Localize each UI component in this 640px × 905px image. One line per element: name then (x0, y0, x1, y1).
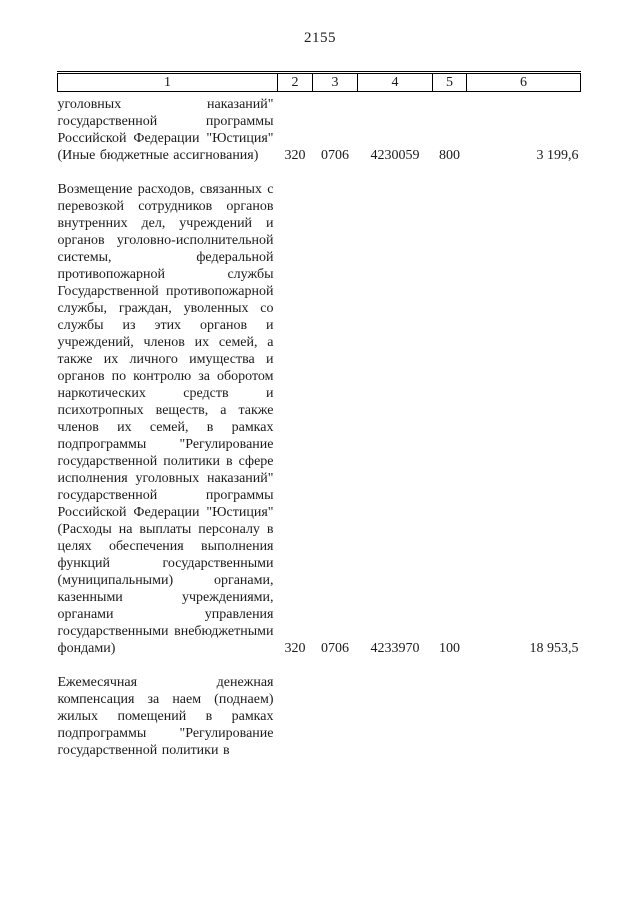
table-header-row (58, 73, 581, 92)
value-cell (433, 669, 467, 771)
description-cell: Возмещение расходов, связанных с перевозкой сотрудников органов внутренних дел, учреждений и органов уголовно-исполнительной системы, федеральной противопожарной службы Государственной противопожарной службы, граждан, уволенных со службы из этих органов и учреждений, членов их семей, а также их личного имущества и органов по контролю за оборотом наркотических средств и психотропных веществ, а также членов их семей, в рамках подпрограммы "Регулирование государственной политики в сфере исполнения уголовных наказаний" государственной программы Российской Федерации "Юстиция" (Расходы на выплаты персоналу в целях обеспечения выполнения функций государственными (муниципальными) органами, казенными учреждениями, органами управления государственными внебюджетными фондами) (57, 182, 274, 656)
value-cell (278, 669, 313, 771)
value-cell: 0706 (321, 148, 349, 163)
value-cell (313, 669, 358, 771)
value-cell: 18 953,5 (529, 641, 579, 656)
value-cell: 100 (439, 641, 460, 656)
table-row (58, 669, 581, 771)
column-header: 6 (467, 73, 581, 92)
value-cell: 3 199,6 (536, 148, 579, 163)
value-cell: 320 (284, 148, 306, 163)
value-cell: 800 (439, 148, 460, 163)
description-cell: Ежемесячная денежная компенсация за наем (поднаем) жилых помещений в рамках подпрограммы "Регулирование государственной политики в (57, 675, 274, 758)
table-body (58, 92, 581, 772)
column-header: 2 (278, 73, 313, 92)
description-cell: уголовных наказаний" государственной программы Российской Федерации "Юстиция" (Иные бюджетные ассигнования) (57, 97, 274, 163)
column-header: 3 (313, 73, 358, 92)
table-header (58, 73, 581, 92)
column-header: 4 (358, 73, 433, 92)
table-row (58, 92, 581, 177)
value-cell: 4233970 (370, 641, 420, 656)
page-number: 2155 (304, 30, 336, 46)
budget-table (57, 71, 581, 771)
table-row (58, 176, 581, 669)
value-cell: 4230059 (370, 148, 420, 163)
column-header: 1 (58, 73, 278, 92)
value-cell: 320 (284, 641, 306, 656)
value-cell (358, 669, 433, 771)
value-cell (467, 669, 581, 771)
column-header: 5 (433, 73, 467, 92)
value-cell: 0706 (321, 641, 349, 656)
